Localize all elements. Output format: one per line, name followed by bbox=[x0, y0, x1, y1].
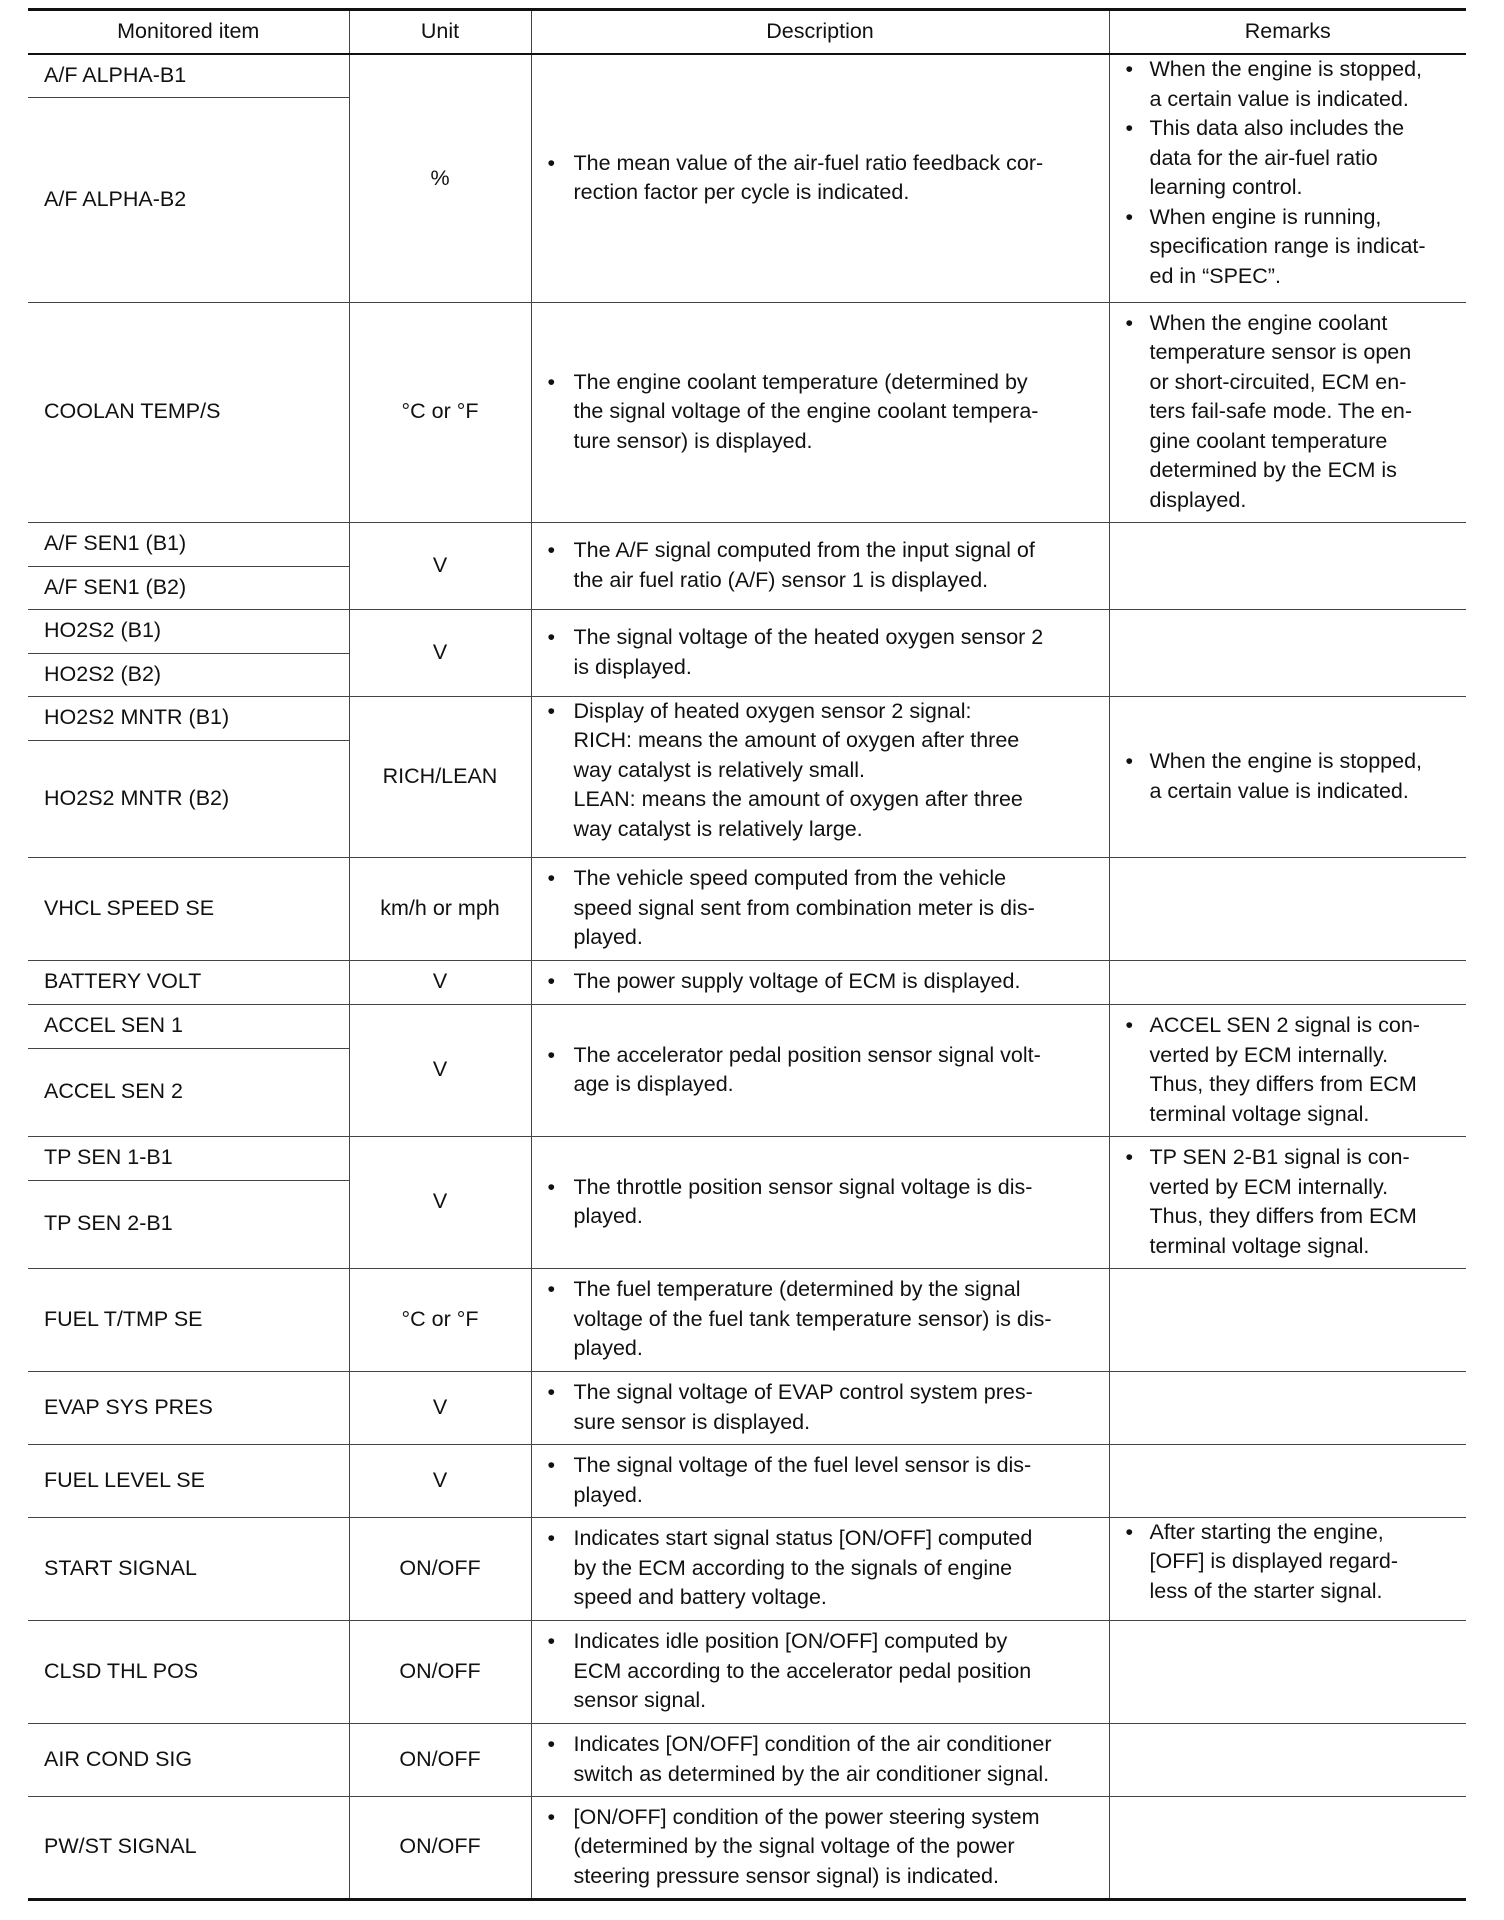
table-row bbox=[28, 696, 1466, 740]
item-cell: ACCEL SEN 1 bbox=[28, 1004, 349, 1048]
description-text: • The accelerator pedal position sensor signal volt- age is displayed. bbox=[532, 1041, 1109, 1100]
item-cell: START SIGNAL bbox=[28, 1517, 349, 1620]
description-cell bbox=[531, 1723, 1109, 1796]
description-cell bbox=[531, 1371, 1109, 1444]
item-cell: HO2S2 (B2) bbox=[28, 653, 349, 696]
description-cell bbox=[531, 522, 1109, 609]
item-cell: HO2S2 (B1) bbox=[28, 609, 349, 653]
remarks-text: • This data also includes the data for the air-fuel ratio learning control. bbox=[1110, 114, 1467, 203]
description-text: • Display of heated oxygen sensor 2 signal: RICH: means the amount of oxygen after three way catalyst is relatively small. LEAN: means the amount of oxygen after three way catalyst is relatively large. bbox=[532, 697, 1109, 845]
unit-cell: % bbox=[349, 54, 531, 302]
item-cell: A/F SEN1 (B1) bbox=[28, 522, 349, 566]
description-text: • The signal voltage of the heated oxygen sensor 2 is displayed. bbox=[532, 623, 1109, 682]
unit-cell: V bbox=[349, 609, 531, 696]
remarks-cell bbox=[1109, 522, 1466, 609]
item-cell: TP SEN 1-B1 bbox=[28, 1136, 349, 1180]
unit-cell: ON/OFF bbox=[349, 1517, 531, 1620]
description-text: • The vehicle speed computed from the vehicle speed signal sent from combination meter is dis- played. bbox=[532, 864, 1109, 953]
remarks-text: • After starting the engine, [OFF] is displayed regard- less of the starter signal. bbox=[1110, 1518, 1467, 1607]
remarks-text: • ACCEL SEN 2 signal is con- verted by ECM internally. Thus, they differs from ECM terminal voltage signal. bbox=[1110, 1011, 1467, 1129]
description-cell bbox=[531, 1444, 1109, 1517]
unit-cell: V bbox=[349, 960, 531, 1004]
item-cell: AIR COND SIG bbox=[28, 1723, 349, 1796]
description-text: • Indicates idle position [ON/OFF] computed by ECM according to the accelerator pedal position sensor signal. bbox=[532, 1627, 1109, 1716]
unit-cell: ON/OFF bbox=[349, 1723, 531, 1796]
header-remarks: Remarks bbox=[1109, 10, 1466, 55]
unit-cell: ON/OFF bbox=[349, 1620, 531, 1723]
description-cell bbox=[531, 1136, 1109, 1268]
table-row bbox=[28, 522, 1466, 566]
remarks-cell bbox=[1109, 1268, 1466, 1371]
description-text: • The signal voltage of the fuel level sensor is dis- played. bbox=[532, 1451, 1109, 1510]
item-cell: COOLAN TEMP/S bbox=[28, 302, 349, 522]
unit-cell: V bbox=[349, 1371, 531, 1444]
unit-cell: V bbox=[349, 1136, 531, 1268]
table-row bbox=[28, 302, 1466, 522]
description-text: • The throttle position sensor signal voltage is dis- played. bbox=[532, 1173, 1109, 1232]
description-cell bbox=[531, 1796, 1109, 1899]
description-cell bbox=[531, 302, 1109, 522]
item-cell: A/F SEN1 (B2) bbox=[28, 566, 349, 609]
header-description: Description bbox=[531, 10, 1109, 55]
item-cell: CLSD THL POS bbox=[28, 1620, 349, 1723]
remarks-text: • When the engine is stopped, a certain value is indicated. bbox=[1110, 55, 1467, 114]
unit-cell: V bbox=[349, 1004, 531, 1136]
remarks-cell bbox=[1109, 1723, 1466, 1796]
unit-cell: ON/OFF bbox=[349, 1796, 531, 1899]
description-cell bbox=[531, 1620, 1109, 1723]
table-row bbox=[28, 1371, 1466, 1444]
remarks-cell bbox=[1109, 1517, 1466, 1620]
remarks-cell bbox=[1109, 609, 1466, 696]
description-cell bbox=[531, 1268, 1109, 1371]
description-cell bbox=[531, 609, 1109, 696]
remarks-cell bbox=[1109, 857, 1466, 960]
unit-cell: RICH/LEAN bbox=[349, 696, 531, 857]
remarks-text: • When the engine is stopped, a certain value is indicated. bbox=[1110, 747, 1467, 806]
monitor-table bbox=[28, 8, 1466, 1901]
description-cell bbox=[531, 1004, 1109, 1136]
description-text: • The signal voltage of EVAP control system pres- sure sensor is displayed. bbox=[532, 1378, 1109, 1437]
description-cell bbox=[531, 857, 1109, 960]
description-cell bbox=[531, 54, 1109, 302]
item-cell: A/F ALPHA-B1 bbox=[28, 54, 349, 97]
description-cell bbox=[531, 1517, 1109, 1620]
remarks-cell bbox=[1109, 1620, 1466, 1723]
table-row bbox=[28, 1004, 1466, 1048]
item-cell: TP SEN 2-B1 bbox=[28, 1180, 349, 1268]
remarks-text: • When the engine coolant temperature sensor is open or short-circuited, ECM en- ters fail-safe mode. The en- gine coolant temperature determined by the ECM is displayed. bbox=[1110, 309, 1467, 516]
item-cell: FUEL T/TMP SE bbox=[28, 1268, 349, 1371]
remarks-cell bbox=[1109, 1444, 1466, 1517]
table-row bbox=[28, 1723, 1466, 1796]
table-row bbox=[28, 1620, 1466, 1723]
header-unit: Unit bbox=[349, 10, 531, 55]
remarks-cell bbox=[1109, 302, 1466, 522]
description-cell bbox=[531, 960, 1109, 1004]
remarks-cell bbox=[1109, 1004, 1466, 1136]
description-text: • Indicates [ON/OFF] condition of the air conditioner switch as determined by the air conditioner signal. bbox=[532, 1730, 1109, 1789]
description-text: • The mean value of the air-fuel ratio feedback cor- rection factor per cycle is indicated. bbox=[532, 149, 1109, 208]
item-cell: BATTERY VOLT bbox=[28, 960, 349, 1004]
table-row bbox=[28, 609, 1466, 653]
description-text: • The power supply voltage of ECM is displayed. bbox=[532, 967, 1109, 997]
item-cell: ACCEL SEN 2 bbox=[28, 1048, 349, 1136]
description-cell bbox=[531, 696, 1109, 857]
item-cell: HO2S2 MNTR (B1) bbox=[28, 696, 349, 740]
header-monitored-item: Monitored item bbox=[28, 10, 349, 55]
table-row bbox=[28, 1796, 1466, 1899]
table-row bbox=[28, 54, 1466, 97]
description-text: • The fuel temperature (determined by the signal voltage of the fuel tank temperature sensor) is dis- played. bbox=[532, 1275, 1109, 1364]
remarks-cell bbox=[1109, 1796, 1466, 1899]
item-cell: EVAP SYS PRES bbox=[28, 1371, 349, 1444]
header-row bbox=[28, 10, 1466, 55]
remarks-text: • TP SEN 2-B1 signal is con- verted by ECM internally. Thus, they differs from ECM terminal voltage signal. bbox=[1110, 1143, 1467, 1261]
item-cell: PW/ST SIGNAL bbox=[28, 1796, 349, 1899]
unit-cell: °C or °F bbox=[349, 302, 531, 522]
description-text: • The engine coolant temperature (determined by the signal voltage of the engine coolant tempera- ture sensor) is displayed. bbox=[532, 368, 1109, 457]
item-cell: VHCL SPEED SE bbox=[28, 857, 349, 960]
table-row bbox=[28, 1444, 1466, 1517]
remarks-cell bbox=[1109, 1371, 1466, 1444]
monitor-table-container bbox=[28, 8, 1466, 1901]
remarks-cell bbox=[1109, 54, 1466, 302]
item-cell: A/F ALPHA-B2 bbox=[28, 97, 349, 302]
table-row bbox=[28, 1136, 1466, 1180]
description-text: • The A/F signal computed from the input signal of the air fuel ratio (A/F) sensor 1 is displayed. bbox=[532, 536, 1109, 595]
table-row bbox=[28, 1517, 1466, 1620]
description-text: • Indicates start signal status [ON/OFF] computed by the ECM according to the signals of engine speed and battery voltage. bbox=[532, 1524, 1109, 1613]
unit-cell: V bbox=[349, 1444, 531, 1517]
unit-cell: V bbox=[349, 522, 531, 609]
remarks-cell bbox=[1109, 1136, 1466, 1268]
remarks-cell bbox=[1109, 960, 1466, 1004]
unit-cell: °C or °F bbox=[349, 1268, 531, 1371]
table-row bbox=[28, 960, 1466, 1004]
table-row bbox=[28, 1268, 1466, 1371]
item-cell: FUEL LEVEL SE bbox=[28, 1444, 349, 1517]
remarks-cell bbox=[1109, 696, 1466, 857]
table-row bbox=[28, 857, 1466, 960]
remarks-text: • When engine is running, specification range is indicat- ed in “SPEC”. bbox=[1110, 203, 1467, 292]
unit-cell: km/h or mph bbox=[349, 857, 531, 960]
item-cell: HO2S2 MNTR (B2) bbox=[28, 740, 349, 857]
description-text: • [ON/OFF] condition of the power steering system (determined by the signal voltage of the power steering pressure sensor signal) is indicated. bbox=[532, 1803, 1109, 1892]
